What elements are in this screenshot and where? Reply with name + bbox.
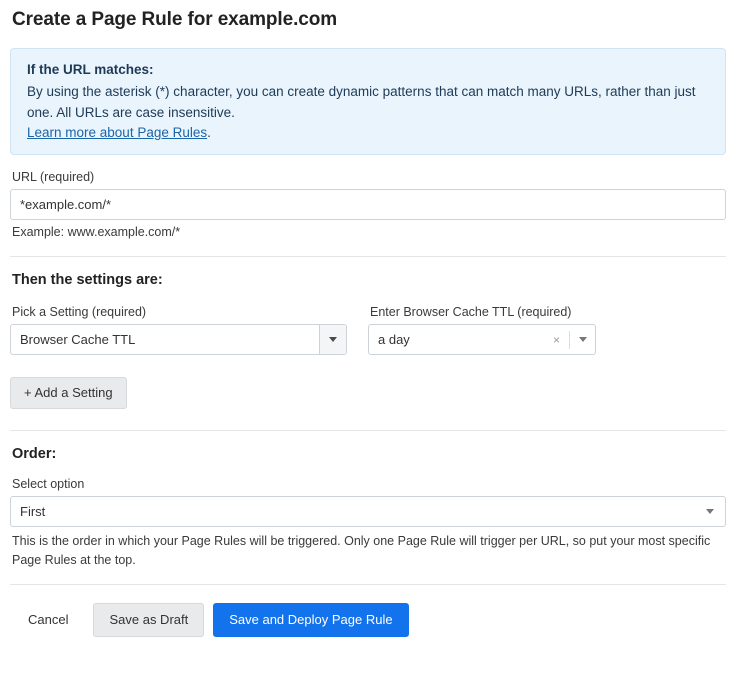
ttl-picker-label: Enter Browser Cache TTL (required): [370, 305, 572, 320]
ttl-select-controls: [553, 325, 587, 354]
ttl-select[interactable]: [368, 324, 596, 355]
setting-select[interactable]: [10, 324, 347, 355]
page-rule-form: [0, 9, 736, 685]
chevron-down-icon[interactable]: [319, 325, 346, 354]
order-section-title: Order:: [12, 446, 57, 463]
info-box-link-suffix: .: [207, 125, 211, 141]
settings-section-title: Then the settings are:: [12, 272, 163, 289]
add-setting-button[interactable]: + Add a Setting: [10, 377, 127, 409]
divider-settings: [10, 256, 726, 257]
clear-icon[interactable]: ×: [552, 332, 560, 347]
divider-order: [10, 430, 726, 431]
ttl-picker-group: [368, 305, 596, 355]
url-match-info-box: [10, 48, 726, 155]
save-as-draft-button[interactable]: Save as Draft: [93, 603, 204, 637]
order-select-label: Select option: [12, 477, 85, 492]
save-and-deploy-button[interactable]: Save and Deploy Page Rule: [213, 603, 408, 637]
order-select-value: First: [20, 504, 46, 520]
order-help-text: This is the order in which your Page Rules will be triggered. Only one Page Rule will trigger per URL, so put your most specific Page Rules at the top.: [12, 534, 711, 568]
form-actions: [10, 603, 726, 637]
url-hint: Example: www.example.com/*: [12, 225, 181, 240]
info-box-body: By using the asterisk (*) character, you can create dynamic patterns that can match many URLs, rather than just one. All URLs are case insensitive.: [27, 84, 696, 120]
url-field-label: URL (required): [12, 170, 95, 185]
divider-actions: [10, 584, 726, 585]
settings-row: [10, 305, 726, 355]
setting-picker-group: [10, 305, 347, 355]
info-box-title: If the URL matches:: [27, 62, 154, 77]
chevron-down-icon[interactable]: [579, 337, 587, 342]
setting-select-value: Browser Cache TTL: [20, 332, 136, 348]
info-box-link-line: [27, 125, 709, 140]
ttl-select-value: a day: [378, 332, 410, 348]
divider-icon: [569, 331, 570, 349]
learn-more-link[interactable]: Learn more about Page Rules: [27, 125, 208, 141]
page-title: Create a Page Rule for example.com: [12, 9, 338, 30]
cancel-button[interactable]: Cancel: [12, 603, 84, 637]
setting-picker-label: Pick a Setting (required): [12, 305, 147, 320]
chevron-down-icon[interactable]: [706, 509, 714, 514]
url-input[interactable]: [10, 189, 726, 220]
order-select[interactable]: [10, 496, 726, 527]
